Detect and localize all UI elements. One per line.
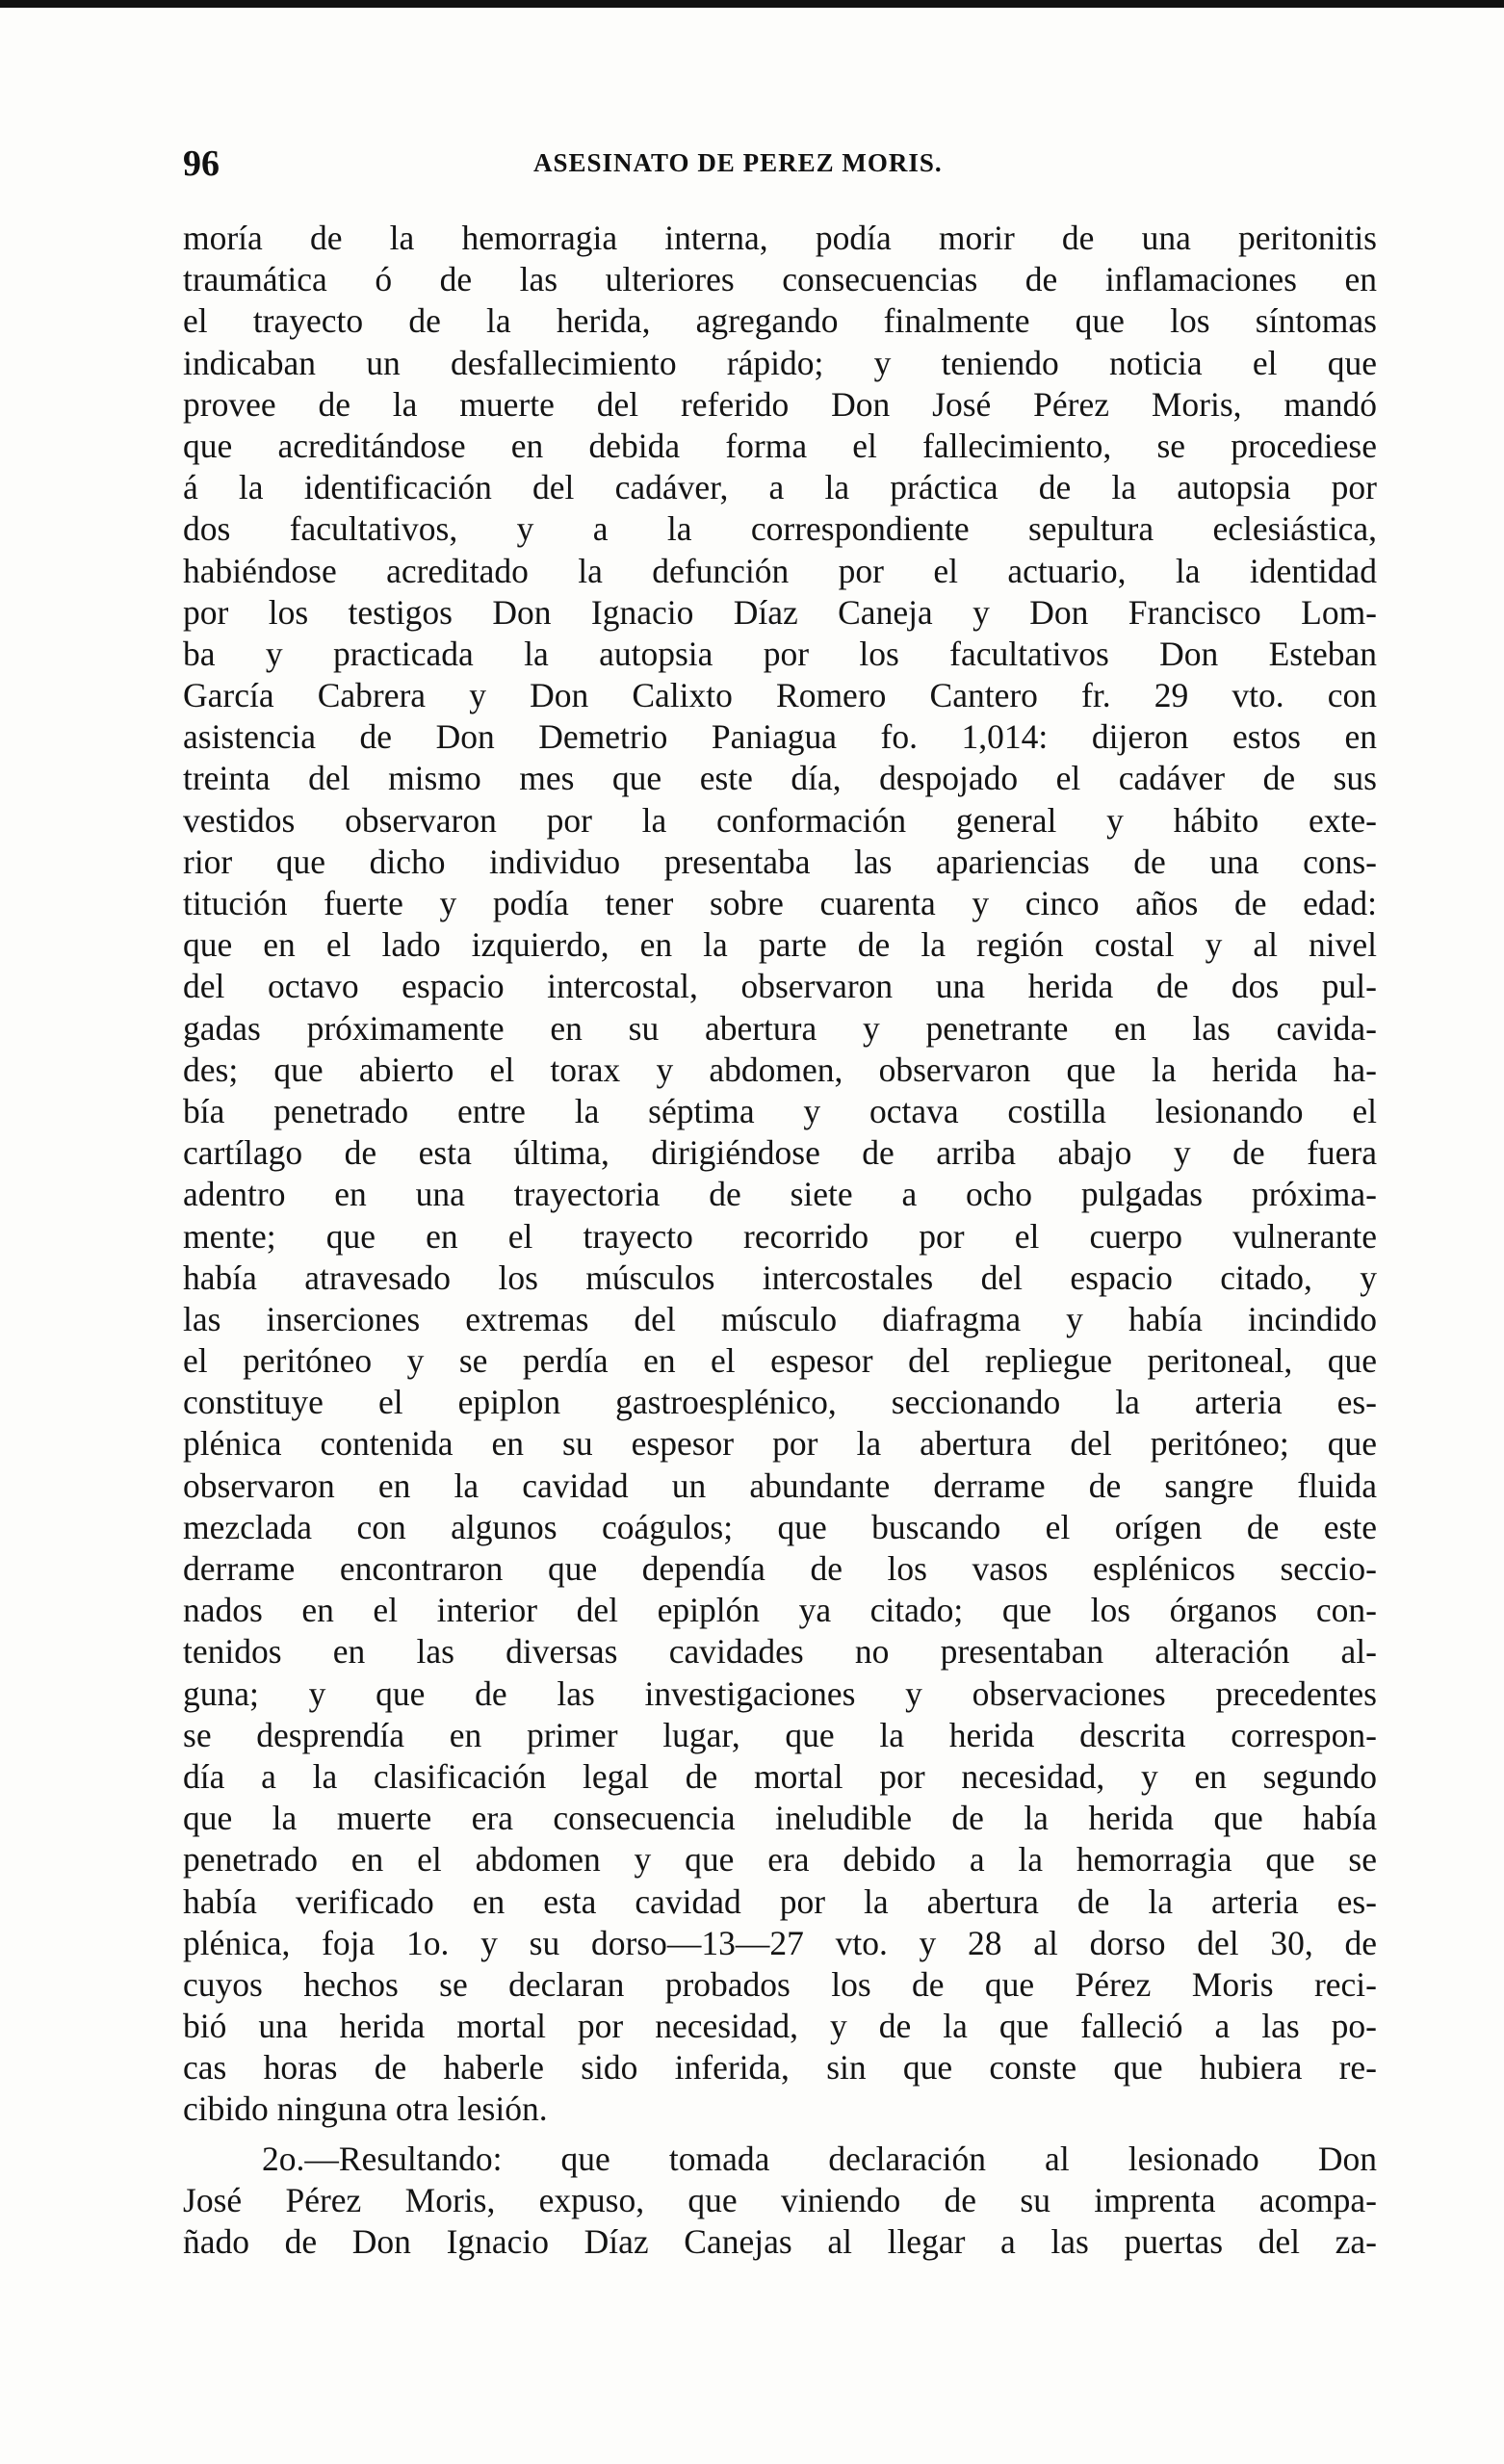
body-text xyxy=(183,218,1377,2263)
text-line: traumática ó de las ulteriores consecuencias de inflamaciones en xyxy=(183,260,1377,299)
text-line: nados en el interior del epiplón ya citado; que los órganos con- xyxy=(183,1591,1377,1630)
text-line: las inserciones extremas del músculo diafragma y había incindido xyxy=(183,1299,1377,1338)
text-line: rior que dicho individuo presentaba las apariencias de una cons- xyxy=(183,842,1377,881)
text-line: día a la clasificación legal de mortal por necesidad, y en segundo xyxy=(183,1756,1377,1796)
text-line: plénica contenida en su espesor por la abertura del peritóneo; que xyxy=(183,1424,1377,1464)
text-line: se desprendía en primer lugar, que la herida descrita correspon- xyxy=(183,1715,1377,1754)
text-line: tenidos en las diversas cavidades no presentaban alteración al- xyxy=(183,1632,1377,1672)
text-line: moría de la hemorragia interna, podía morir de una peritonitis xyxy=(183,219,1377,257)
text-line: el trayecto de la herida, agregando finalmente que los síntomas xyxy=(183,301,1377,341)
text-line: José Pérez Moris, expuso, que viniendo de su imprenta acompa- xyxy=(183,2180,1377,2219)
text-line: plénica, foja 1o. y su dorso—13—27 vto. y 28 al dorso del 30, de xyxy=(183,1923,1377,1962)
text-line: bía penetrado entre la séptima y octava costilla lesionando el xyxy=(183,1091,1377,1130)
running-head: ASESINATO DE PEREZ MORIS. xyxy=(533,148,943,177)
text-line: por los testigos Don Ignacio Díaz Caneja y Don Francisco Lom- xyxy=(183,592,1377,632)
page-header xyxy=(183,143,1377,191)
text-line: á la identificación del cadáver, a la práctica de la autopsia por xyxy=(183,468,1377,507)
text-line: ñado de Don Ignacio Díaz Canejas al llegar a las puertas del za- xyxy=(183,2222,1377,2261)
text-line: constituye el epiplon gastroesplénico, seccionando la arteria es- xyxy=(183,1383,1377,1422)
text-line: titución fuerte y podía tener sobre cuarenta y cinco años de edad: xyxy=(183,884,1377,922)
text-line: asistencia de Don Demetrio Paniagua fo. 1,014: dijeron estos en xyxy=(183,717,1377,757)
text-line: había atravesado los músculos intercostales del espacio citado, y xyxy=(183,1258,1377,1297)
text-line: el peritóneo y se perdía en el espesor del repliegue peritoneal, que xyxy=(183,1341,1377,1381)
text-line: habiéndose acreditado la defunción por el actuario, la identidad xyxy=(183,551,1377,590)
text-line: cuyos hechos se declaran probados los de que Pérez Moris reci- xyxy=(183,1964,1377,2004)
text-line: cartílago de esta última, dirigiéndose de arriba abajo y de fuera xyxy=(183,1133,1377,1173)
text-line: indicaban un desfallecimiento rápido; y teniendo noticia el que xyxy=(183,343,1377,382)
paragraph-gap xyxy=(183,2131,1377,2139)
text-line: que la muerte era consecuencia ineludible de la herida que había xyxy=(183,1799,1377,1838)
paragraph-2 xyxy=(183,2139,1377,2264)
text-line: provee de la muerte del referido Don José Pérez Moris, mandó xyxy=(183,384,1377,424)
text-line: cas horas de haberle sido inferida, sin que conste que hubiera re- xyxy=(183,2048,1377,2088)
text-line: guna; y que de las investigaciones y observaciones precedentes xyxy=(183,1673,1377,1713)
text-line: adentro en una trayectoria de siete a ocho pulgadas próxima- xyxy=(183,1175,1377,1214)
text-line: había verificado en esta cavidad por la abertura de la arteria es- xyxy=(183,1881,1377,1921)
text-line: cibido ninguna otra lesión. xyxy=(183,2089,548,2129)
text-line: García Cabrera y Don Calixto Romero Cantero fr. 29 vto. con xyxy=(183,676,1377,715)
text-line: penetrado en el abdomen y que era debido a la hemorragia que se xyxy=(183,1840,1377,1880)
page-number: 96 xyxy=(183,143,220,184)
text-line: que acreditándose en debida forma el fallecimiento, se procediese xyxy=(183,426,1377,465)
text-line: 2o.—Resultando: que tomada declaración al lesionado Don xyxy=(262,2139,1377,2178)
scan-top-border xyxy=(0,0,1504,8)
text-line: observaron en la cavidad un abundante derrame de sangre fluida xyxy=(183,1465,1377,1505)
text-line: treinta del mismo mes que este día, despojado el cadáver de sus xyxy=(183,759,1377,798)
text-line: gadas próximamente en su abertura y penetrante en las cavida- xyxy=(183,1008,1377,1048)
text-line: vestidos observaron por la conformación general y hábito exte- xyxy=(183,800,1377,840)
text-line: mente; que en el trayecto recorrido por el cuerpo vulnerante xyxy=(183,1216,1377,1256)
text-line: mezclada con algunos coágulos; que buscando el orígen de este xyxy=(183,1507,1377,1546)
text-line: des; que abierto el torax y abdomen, observaron que la herida ha- xyxy=(183,1050,1377,1089)
text-line: ba y practicada la autopsia por los facultativos Don Esteban xyxy=(183,634,1377,673)
text-line: bió una herida mortal por necesidad, y de la que falleció a las po- xyxy=(183,2007,1377,2046)
text-line: dos facultativos, y a la correspondiente sepultura eclesiástica, xyxy=(183,509,1377,549)
paragraph-1 xyxy=(183,218,1377,2131)
text-line: que en el lado izquierdo, en la parte de la región costal y al nivel xyxy=(183,925,1377,965)
text-line: derrame encontraron que dependía de los vasos esplénicos seccio- xyxy=(183,1549,1377,1588)
text-line: del octavo espacio intercostal, observaron una herida de dos pul- xyxy=(183,967,1377,1006)
